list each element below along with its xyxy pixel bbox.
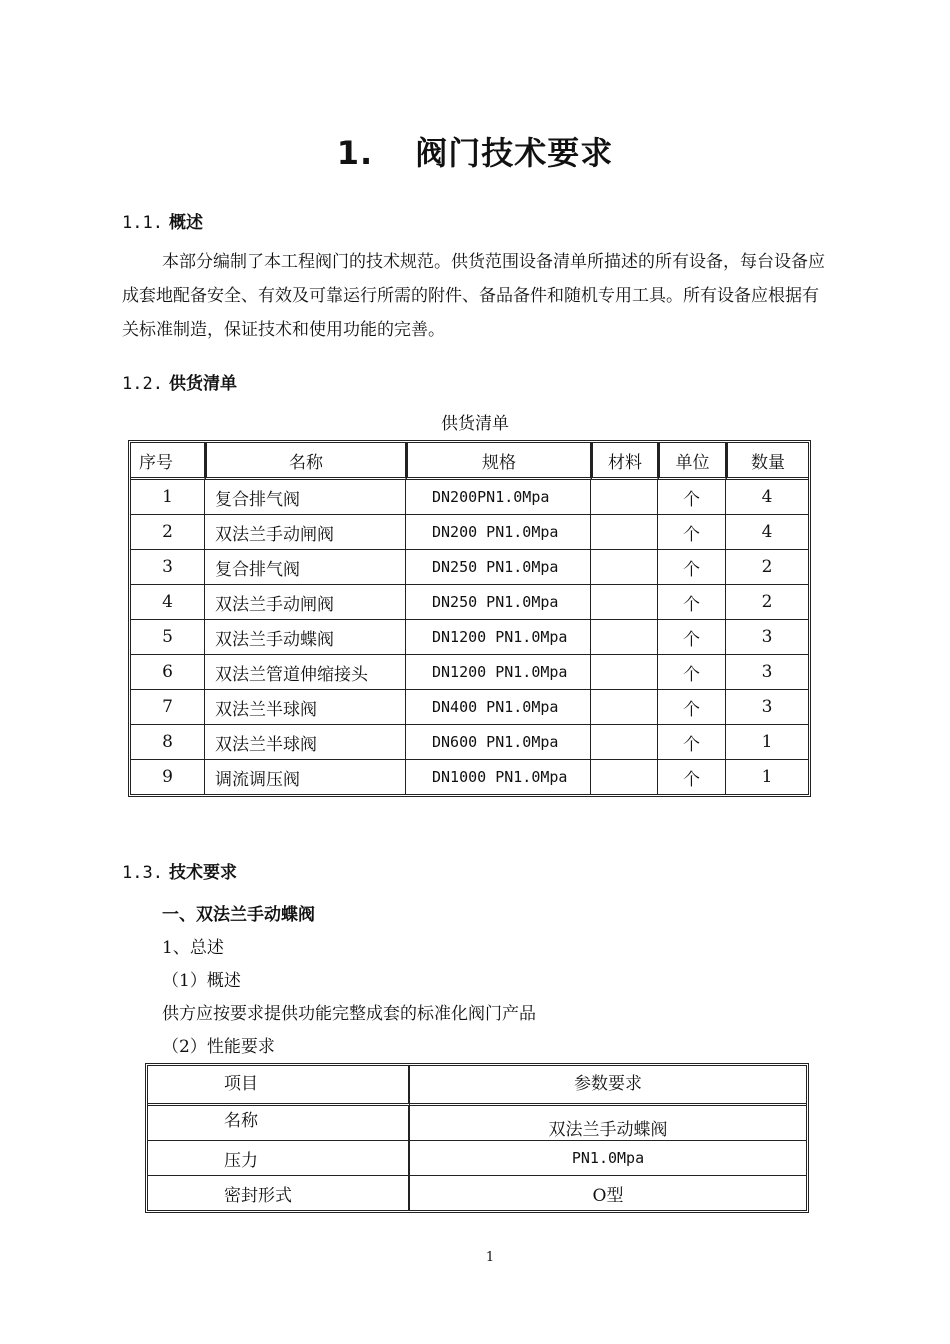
table-row [131,655,808,690]
table-cell: 密封形式 [148,1176,410,1210]
table-cell: 2 [131,515,205,550]
supply-table [128,440,811,797]
table-cell: 1 [726,725,808,760]
table-cell: 个 [658,550,726,585]
table-header-row [131,443,808,480]
table-row [131,480,808,515]
table-cell: 3 [726,655,808,690]
table-cell: 2 [726,585,808,620]
table-cell: 1 [131,480,205,515]
table-cell [591,515,658,550]
header-cell: 参数要求 [410,1066,806,1106]
table-row [131,690,808,725]
table-cell [591,690,658,725]
table-cell: DN400 PN1.0Mpa [406,690,591,725]
table-cell: 调流调压阀 [205,760,406,794]
table-cell: 双法兰手动闸阀 [205,515,406,550]
table-cell: DN600 PN1.0Mpa [406,725,591,760]
table-cell [591,480,658,515]
header-cell: 单位 [658,443,726,480]
table-cell: 4 [726,515,808,550]
table-cell: 个 [658,515,726,550]
table-cell: 5 [131,620,205,655]
header-cell: 名称 [205,443,406,480]
table-cell: 9 [131,760,205,794]
table-row [148,1176,806,1210]
table-cell: 个 [658,725,726,760]
table-cell [591,585,658,620]
title-number: 1. [336,134,374,172]
table-cell: 个 [658,655,726,690]
header-cell: 数量 [726,443,808,480]
table-cell: 双法兰管道伸缩接头 [205,655,406,690]
section-heading-supply: 1.2. 供货清单 [122,374,237,394]
table-cell: 3 [726,690,808,725]
table-cell: DN250 PN1.0Mpa [406,585,591,620]
table-cell: 3 [726,620,808,655]
table-cell: DN1200 PN1.0Mpa [406,655,591,690]
header-cell: 序号 [131,443,205,480]
table-row [131,550,808,585]
table-cell: DN200PN1.0Mpa [406,480,591,515]
table-row [131,760,808,794]
table-cell [591,725,658,760]
table-cell: 双法兰手动蝶阀 [205,620,406,655]
table-row [131,515,808,550]
table-cell: 3 [131,550,205,585]
table-cell: 双法兰手动蝶阀 [410,1106,806,1141]
item-title: 一、双法兰手动蝶阀 [162,905,315,925]
table-cell: 6 [131,655,205,690]
table-caption: 供货清单 [441,414,509,434]
table-cell: 名称 [148,1106,410,1141]
table-cell: 个 [658,620,726,655]
table-cell: 个 [658,480,726,515]
table-cell: 4 [726,480,808,515]
table-cell: 7 [131,690,205,725]
table-cell [591,760,658,794]
table-cell: 4 [131,585,205,620]
table-cell [591,550,658,585]
title-text: 阀门技术要求 [415,134,614,172]
table-header-row [148,1066,806,1106]
performance-table [145,1063,809,1213]
table-cell: 个 [658,585,726,620]
table-row [131,725,808,760]
table-cell: 个 [658,690,726,725]
table-cell: 双法兰半球阀 [205,690,406,725]
page-number: 1 [485,1250,495,1265]
overview-label: （1）概述 [162,971,241,991]
header-cell: 项目 [148,1066,410,1106]
table-cell: PN1.0Mpa [410,1141,806,1176]
table-row [148,1141,806,1176]
table-cell: DN1200 PN1.0Mpa [406,620,591,655]
table-row [131,620,808,655]
table-cell: 1 [761,767,773,787]
table-cell [591,620,658,655]
table-cell: 8 [131,725,205,760]
table-row [148,1106,806,1141]
table-cell: 双法兰手动闸阀 [205,585,406,620]
table-cell [591,655,658,690]
table-cell: 2 [726,550,808,585]
section-heading-tech: 1.3. 技术要求 [122,863,237,883]
general-heading: 1、总述 [162,938,224,958]
header-cell: 规格 [406,443,591,480]
section-heading-overview: 1.1. 概述 [122,213,203,233]
table-cell: 个 [658,760,726,794]
overview-paragraph: 本部分编制了本工程阀门的技术规范。供货范围设备清单所描述的所有设备，每台设备应成套地配备安全、有效及可靠运行所需的附件、备品备件和随机专用工具。所有设备应根据有关标准制造，保证技术和使用功能的完善。 [122,252,825,340]
table-row [131,585,808,620]
header-cell: 材料 [591,443,658,480]
performance-label: （2）性能要求 [162,1037,275,1057]
table-cell: DN250 PN1.0Mpa [406,550,591,585]
overview-text: 供方应按要求提供功能完整成套的标准化阀门产品 [162,1004,536,1024]
table-cell: 复合排气阀 [205,550,406,585]
table-cell: 压力 [148,1141,410,1176]
table-cell: O型 [592,1185,624,1206]
table-cell: DN200 PN1.0Mpa [406,515,591,550]
page-title [0,128,950,174]
table-cell: 双法兰半球阀 [205,725,406,760]
table-cell: DN1000 PN1.0Mpa [406,760,591,794]
table-cell: 复合排气阀 [205,480,406,515]
